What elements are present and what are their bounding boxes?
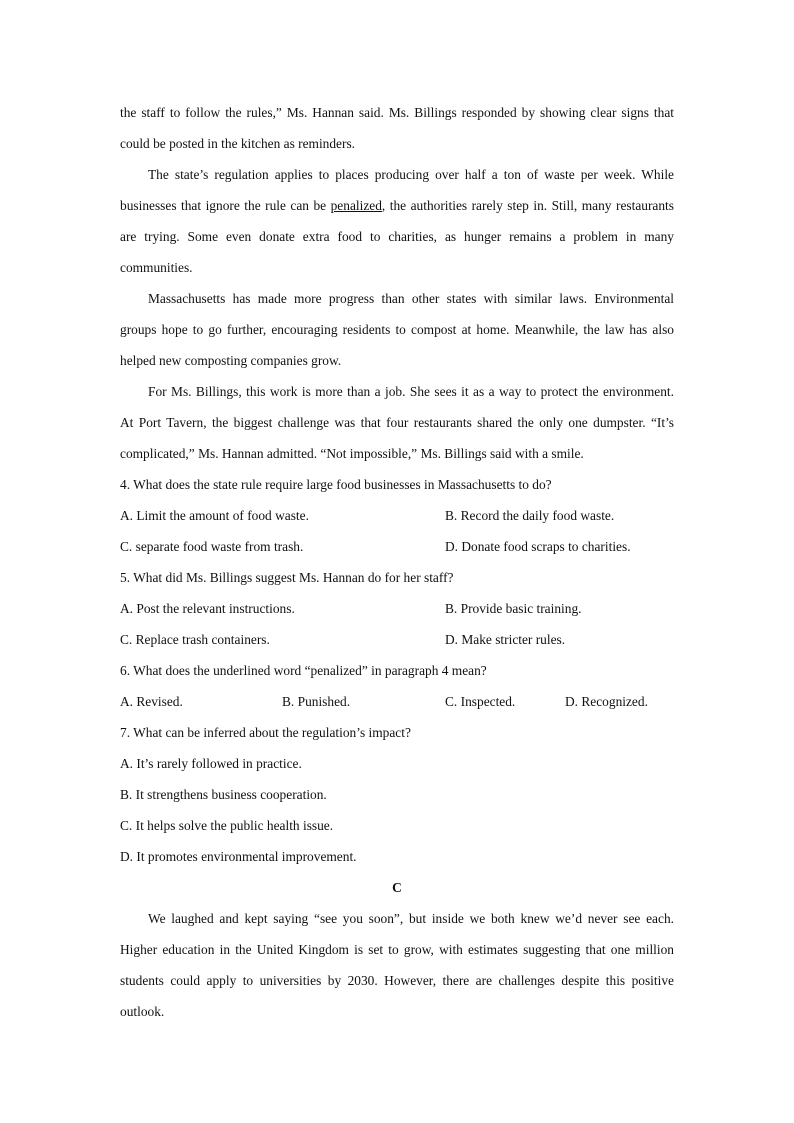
option-b: B. Punished. xyxy=(282,694,351,709)
option-d: D. It promotes environmental improvement. xyxy=(120,849,357,864)
option-b: B. Provide basic training. xyxy=(445,601,582,616)
passage-line: We laughed and kept saying “see you soon”, but inside we both knew we’d never see each. xyxy=(148,911,674,926)
passage-line: At Port Tavern, the biggest challenge was that four restaurants shared the only one dumpster. “It’s xyxy=(120,415,674,430)
question-stem: 7. What can be inferred about the regulation’s impact? xyxy=(120,725,411,740)
passage-line: Massachusetts has made more progress than other states with similar laws. Environmental xyxy=(148,291,674,306)
option-c: C. Replace trash containers. xyxy=(120,632,270,647)
passage-line: helped new composting companies grow. xyxy=(120,353,342,368)
option-d: D. Recognized. xyxy=(565,694,648,709)
question-stem: 6. What does the underlined word “penalized” in paragraph 4 mean? xyxy=(120,663,487,678)
underlined-word: penalized xyxy=(330,198,382,213)
option-a: A. Limit the amount of food waste. xyxy=(120,508,309,523)
option-a: A. Revised. xyxy=(120,694,183,709)
option-c: C. separate food waste from trash. xyxy=(120,539,304,554)
document-page xyxy=(120,97,674,1027)
option-row xyxy=(120,624,674,655)
option-b: B. It strengthens business cooperation. xyxy=(120,787,327,802)
question-stem: 5. What did Ms. Billings suggest Ms. Hannan do for her staff? xyxy=(120,570,454,585)
text-fragment: , the authorities rarely step in. Still, many restaurants xyxy=(381,198,674,213)
option-d: D. Donate food scraps to charities. xyxy=(445,539,631,554)
passage-line: outlook. xyxy=(120,1004,165,1019)
passage-line: are trying. Some even donate extra food to charities, as hunger remains a problem in many xyxy=(120,229,674,244)
passage-line: communities. xyxy=(120,260,193,275)
passage-line: groups hope to go further, encouraging residents to compost at home. Meanwhile, the law has also xyxy=(120,322,674,337)
option-a: A. Post the relevant instructions. xyxy=(120,601,295,616)
passage-line: The state’s regulation applies to places producing over half a ton of waste per week. While xyxy=(148,167,674,182)
section-heading: C xyxy=(392,880,402,895)
passage-line-with-underline xyxy=(120,190,674,221)
passage-line: the staff to follow the rules,” Ms. Hannan said. Ms. Billings responded by showing clear signs that xyxy=(120,105,674,120)
option-c: C. It helps solve the public health issue. xyxy=(120,818,334,833)
option-row xyxy=(120,593,674,624)
passage-line: For Ms. Billings, this work is more than a job. She sees it as a way to protect the environment. xyxy=(148,384,674,399)
option-row xyxy=(120,531,674,562)
question-stem: 4. What does the state rule require large food businesses in Massachusetts to do? xyxy=(120,477,552,492)
passage-line: could be posted in the kitchen as reminders. xyxy=(120,136,356,151)
option-c: C. Inspected. xyxy=(445,694,516,709)
text-fragment: businesses that ignore the rule can be xyxy=(120,198,331,213)
option-d: D. Make stricter rules. xyxy=(445,632,566,647)
passage-line: students could apply to universities by 2030. However, there are challenges despite this positive xyxy=(120,973,674,988)
option-a: A. It’s rarely followed in practice. xyxy=(120,756,302,771)
option-b: B. Record the daily food waste. xyxy=(445,508,615,523)
option-row xyxy=(120,686,674,717)
passage-line: Higher education in the United Kingdom is set to grow, with estimates suggesting that one million xyxy=(120,942,674,957)
option-row xyxy=(120,500,674,531)
passage-line: complicated,” Ms. Hannan admitted. “Not impossible,” Ms. Billings said with a smile. xyxy=(120,446,584,461)
